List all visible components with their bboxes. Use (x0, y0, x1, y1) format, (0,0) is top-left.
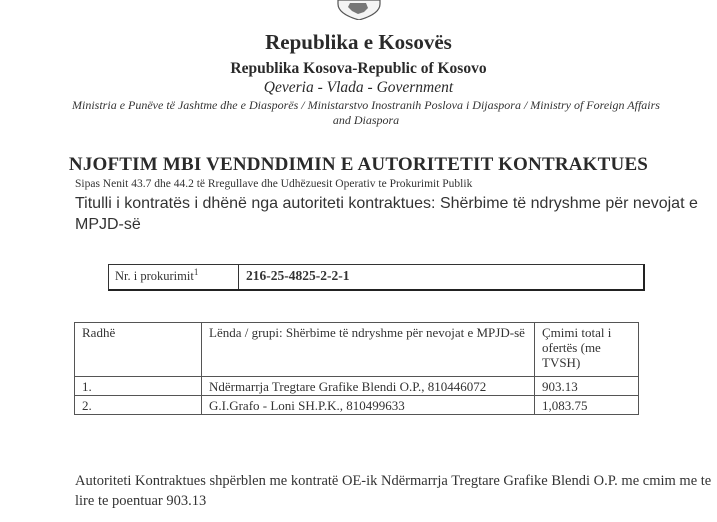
republic-multilingual: Republika Kosova-Republic of Kosovo (230, 60, 487, 77)
table-header-row (75, 323, 639, 377)
notice-title: NJOFTIM MBI VENDNDIMIN E AUTORITETIT KONTRAKTUES (68, 154, 649, 175)
row-bidder: G.I.Grafo - Loni SH.P.K., 810499633 (202, 396, 535, 415)
award-statement: Autoriteti Kontraktues shpërblen me kontratë OE-ik Ndërmarrja Tregtare Grafike Blendi O.P. me cmim me te lire te poentuar 903.13 (75, 473, 712, 509)
row-price: 903.13 (535, 377, 639, 396)
header-price: Çmimi total i ofertës (me TVSH) (535, 323, 639, 377)
government-line: Qeveria - Vlada - Government (263, 79, 454, 96)
republic-title: Republika e Kosovës (265, 30, 452, 54)
row-price: 1,083.75 (535, 396, 639, 415)
ministry-name: Ministria e Punëve të Jashtme dhe e Diasporës / Ministarstvo Inostranih Poslova i Dijaspora / Ministry of Foreign Affairs and Diaspora (72, 98, 660, 127)
procurement-number-box (108, 264, 645, 291)
footnote-marker: 1 (193, 267, 199, 277)
row-rank: 2. (75, 396, 202, 415)
header-subject: Lënda / grupi: Shërbime të ndryshme për nevojat e MPJD-së (202, 323, 535, 377)
row-bidder: Ndërmarrja Tregtare Grafike Blendi O.P., 810446072 (202, 377, 535, 396)
kosovo-emblem-icon (336, 0, 382, 20)
procurement-number: 216-25-4825-2-2-1 (246, 268, 350, 283)
table-row (75, 377, 639, 396)
box-divider (238, 265, 239, 289)
row-rank: 1. (75, 377, 202, 396)
table-row (75, 396, 639, 415)
legal-basis: Sipas Nenit 43.7 dhe 44.2 të Rregullave dhe Udhëzuesit Operativ te Prokurimit Publik (75, 178, 473, 190)
contract-title: Titulli i kontratës i dhënë nga autoriteti kontraktues: Shërbime të ndryshme për nevojat e MPJD-së (75, 195, 698, 233)
header-rank: Radhë (75, 323, 202, 377)
procurement-label: Nr. i prokurimit$^1$ (115, 267, 199, 283)
offers-table (74, 322, 639, 415)
